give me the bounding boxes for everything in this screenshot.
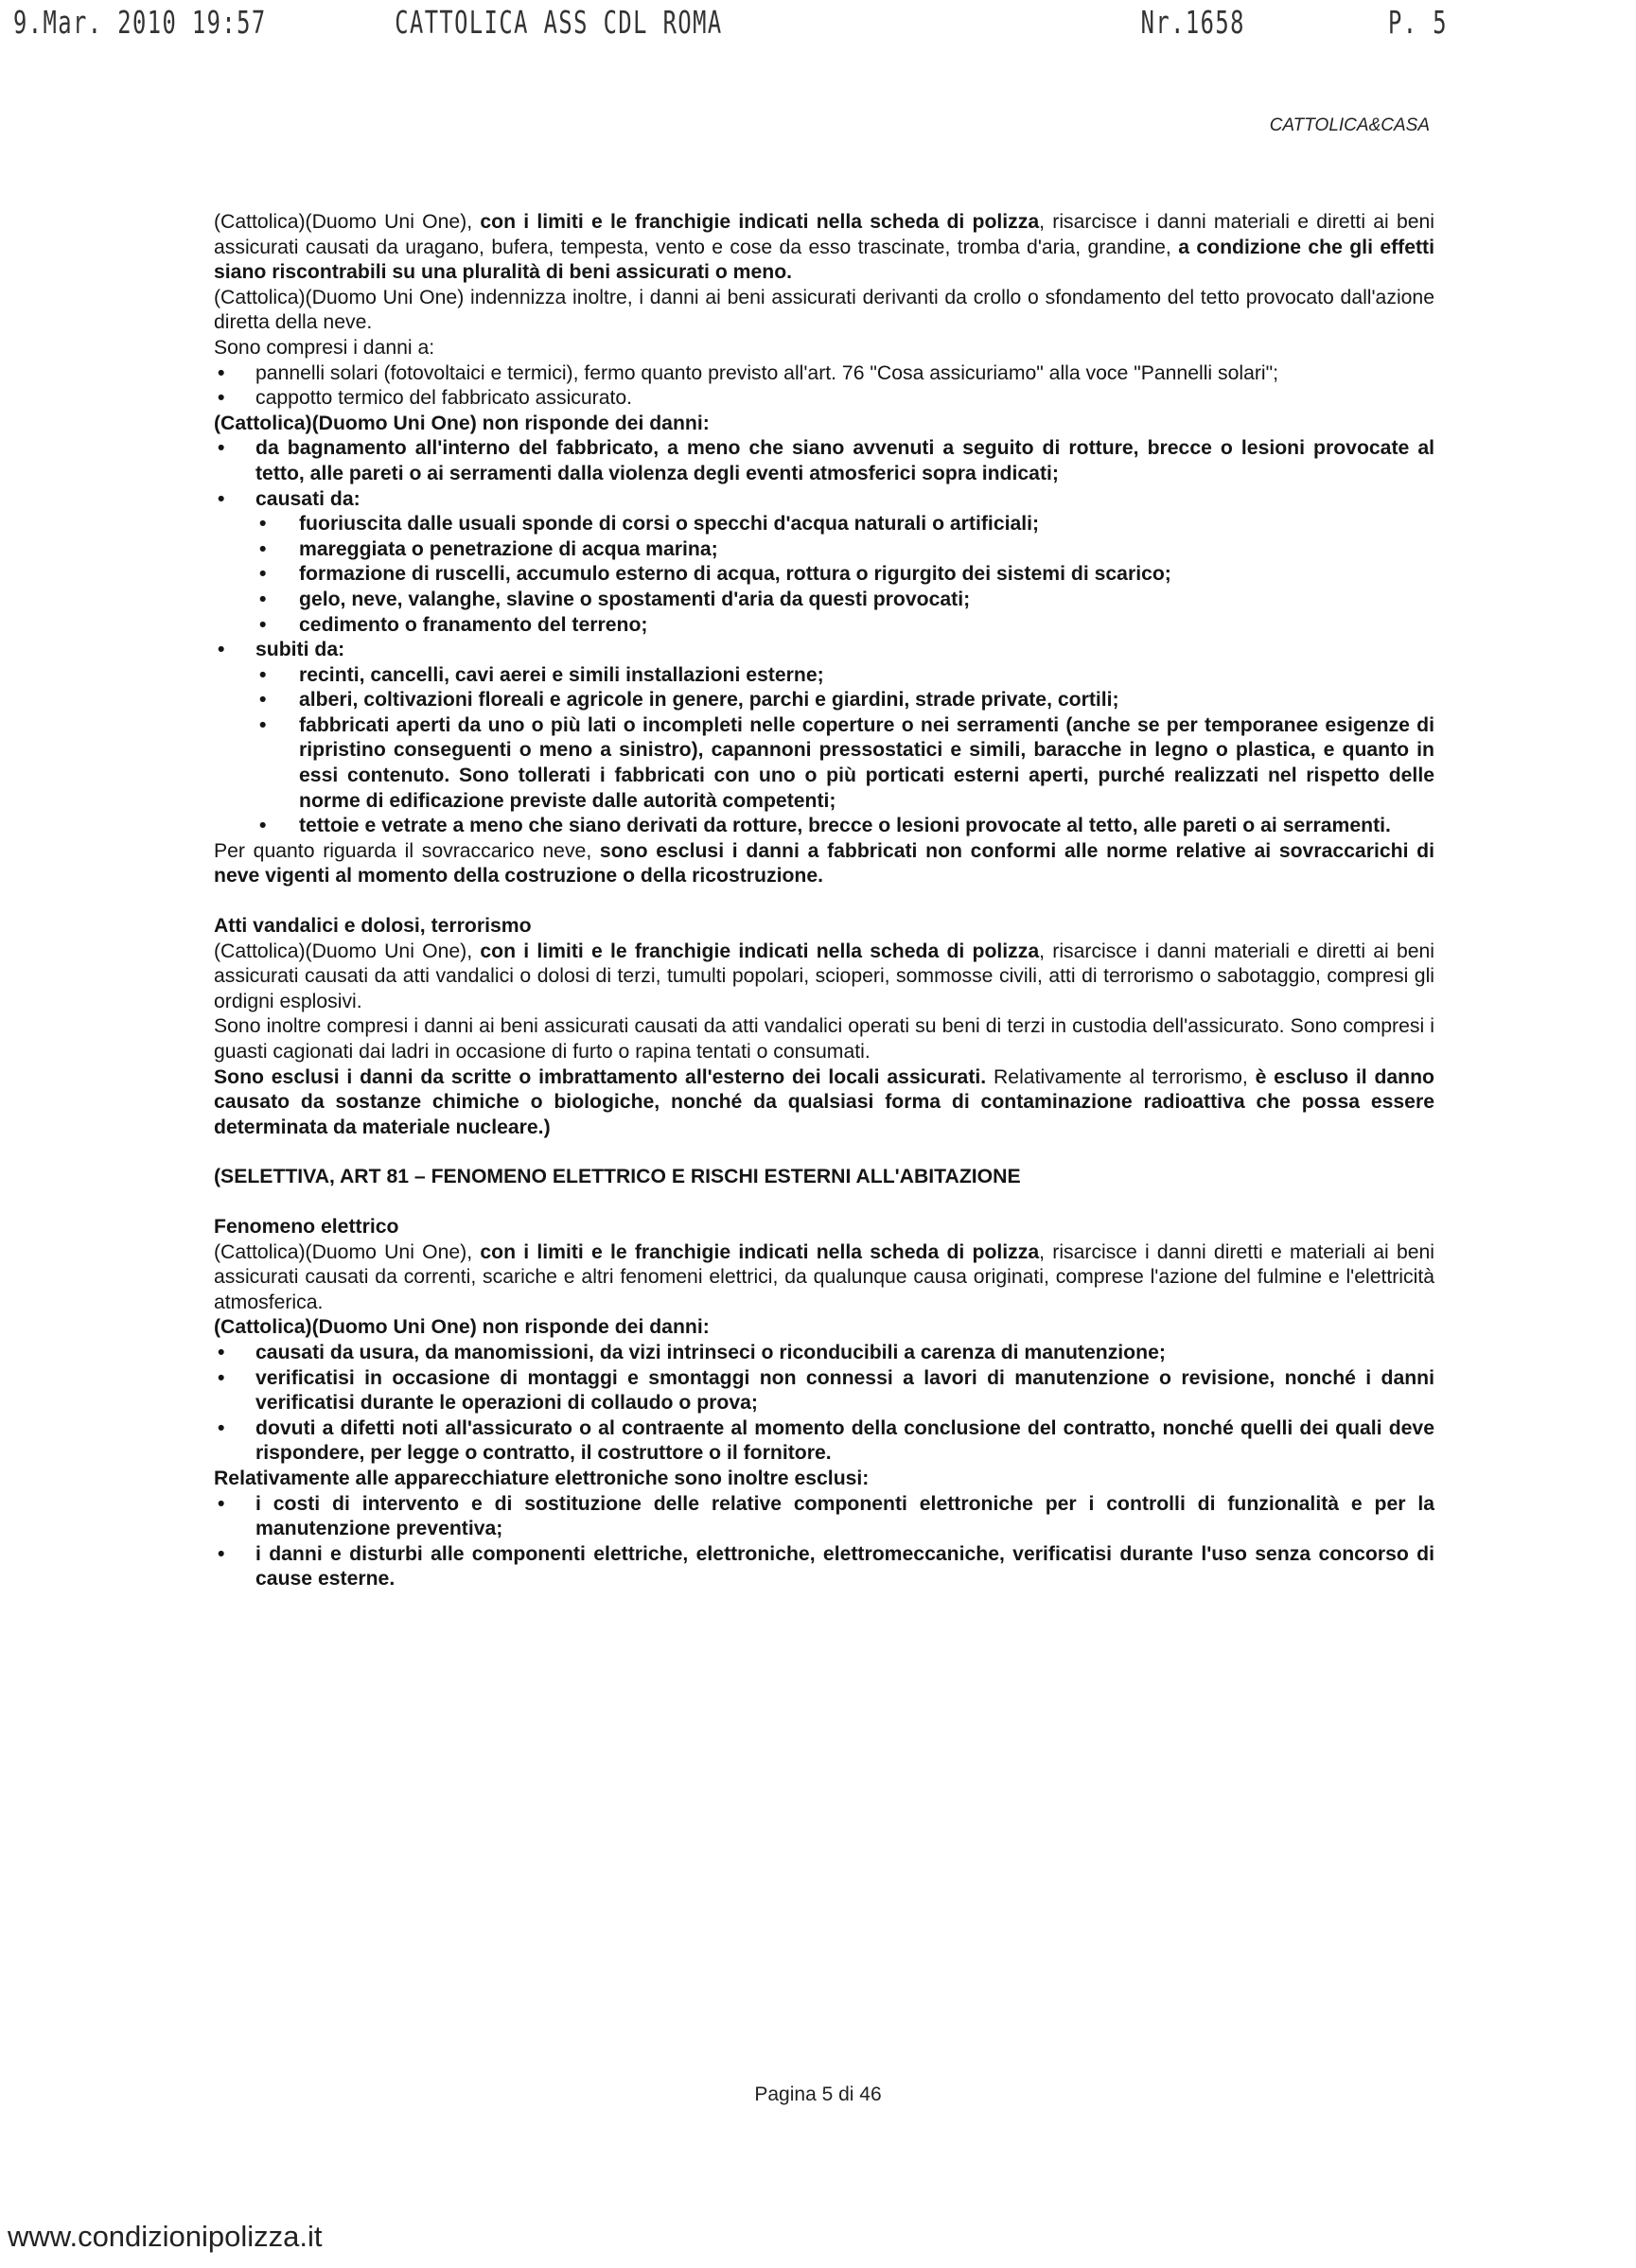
section-title: (SELETTIVA, ART 81 – FENOMENO ELETTRICO E RISCHI ESTERNI ALL'ABITAZIONE — [214, 1166, 1021, 1188]
text-bold: con i limiti e le franchigie indicati nella scheda di polizza — [480, 211, 1040, 233]
electric-exclusions-intro: (Cattolica)(Duomo Uni One) non risponde dei danni: — [214, 1316, 710, 1339]
text: (Cattolica)(Duomo Uni One), — [214, 940, 481, 962]
paragraph-vandalism — [214, 940, 1434, 1015]
text: , risarcisce i danni materiali e diretti ai beni assicurati causati da atti vandalici o dolosi di terzi, tumulti popolari, scioperi, sommosse civili, atti di terrorismo o sabotaggio, compresi gli ordigni esplosivi. — [214, 940, 1435, 1012]
website-url: www.condizionipolizza.it — [8, 2220, 323, 2253]
list-item: • i costi di intervento e di sostituzione delle relative componenti elettroniche per i controlli di funzionalità e per la manutenzione preventiva; — [214, 1492, 1434, 1542]
fax-number: Nr.1658 — [1140, 4, 1245, 41]
electronics-list — [214, 1492, 1434, 1592]
paragraph-vandalism-exclusions — [214, 1065, 1434, 1141]
list-item: • subiti da: — [214, 638, 1434, 663]
list-item: • formazione di ruscelli, accumulo esterno di acqua, rottura o rigurgito dei sistemi di scarico; — [252, 562, 1434, 588]
fax-header — [13, 4, 1448, 45]
list-item: • tettoie e vetrate a meno che siano derivati da rotture, brecce o lesioni provocate al tetto, alle pareti o ai serramenti. — [252, 814, 1434, 839]
spacer — [214, 1190, 1434, 1215]
suffered-by-list — [252, 663, 1434, 839]
electric-exclusions-list — [214, 1341, 1434, 1467]
fax-sender: CATTOLICA ASS CDL ROMA — [395, 4, 723, 41]
list-item: • cappotto termico del fabbricato assicurato. — [214, 386, 1434, 412]
list-item: • causati da usura, da manomissioni, da vizi intrinseci o riconducibili a carenza di manutenzione; — [214, 1341, 1434, 1366]
list-item: • gelo, neve, valanghe, slavine o spostamenti d'aria da questi provocati; — [252, 588, 1434, 613]
spacer — [214, 1140, 1434, 1165]
list-item: • fuoriuscita dalle usuali sponde di corsi o specchi d'acqua naturali o artificiali; — [252, 512, 1434, 537]
text-bold: con i limiti e le franchigie indicati nella scheda di polizza — [480, 1240, 1040, 1263]
paragraph-atmospheric — [214, 210, 1434, 286]
spacer — [214, 889, 1434, 914]
fax-page: P. 5 — [1387, 4, 1448, 41]
exclusions-list — [214, 436, 1434, 512]
list-item: • mareggiata o penetrazione di acqua marina; — [252, 537, 1434, 563]
list-item — [214, 487, 1434, 513]
heading-vandalism: Atti vandalici e dolosi, terrorismo — [214, 915, 532, 938]
text: , risarcisce i danni diretti e materiali ai beni assicurati causati da correnti, scariche e altri fenomeni elettrici, da qualunque causa originati, comprese l'azione del fulmine e l'elettricità atmosferica. — [214, 1240, 1435, 1313]
paragraph-snow-overload — [214, 839, 1434, 889]
list-item: • alberi, coltivazioni floreali e agricole in genere, parchi e giardini, strade private, cortili; — [252, 688, 1434, 713]
electronics-intro: Relativamente alle apparecchiature elettroniche sono inoltre esclusi: — [214, 1467, 870, 1489]
heading-electric: Fenomeno elettrico — [214, 1215, 399, 1238]
exclusions-list-2 — [214, 638, 1434, 663]
text: , risarcisce i danni materiali e diretti ai beni assicurati causati da uragano, bufera, tempesta, vento e cose da esso trascinate, tromba d'aria, grandine, — [214, 211, 1435, 258]
text-bold: è escluso il danno causato da sostanze chimiche o biologiche, nonché da qualsiasi forma di contaminazione radioattiva che possa essere determinata da materiale nucleare.) — [214, 1065, 1435, 1138]
text: Relativamente al terrorismo, — [986, 1065, 1256, 1088]
list-item: • verificatisi in occasione di montaggi e smontaggi non connessi a lavori di manutenzione o revisione, nonché i danni verificatisi durante le operazioni di collaudo o prova; — [214, 1366, 1434, 1416]
text: causati da: — [255, 487, 361, 510]
paragraph-included-intro: Sono compresi i danni a: — [214, 336, 435, 359]
document-body — [214, 210, 1434, 1592]
page-number: Pagina 5 di 46 — [754, 2083, 882, 2105]
text: Per quanto riguarda il sovraccarico neve, — [214, 839, 600, 862]
list-item: • da bagnamento all'interno del fabbricato, a meno che siano avvenuti a seguito di rotture, brecce o lesioni provocate al tetto, alle pareti o ai serramenti dalla violenza degli eventi atmosferici sopra indicati; — [214, 436, 1434, 486]
list-item: • dovuti a difetti noti all'assicurato o al contraente al momento della conclusione del contratto, nonché quelli dei quali deve rispondere, per legge o contratto, il costruttore o il fornitore. — [214, 1416, 1434, 1467]
caused-by-list — [252, 512, 1434, 638]
text: (Cattolica)(Duomo Uni One), — [214, 1240, 481, 1263]
exclusions-intro: (Cattolica)(Duomo Uni One) non risponde dei danni: — [214, 412, 710, 434]
paragraph-vandalism-custody: Sono inoltre compresi i danni ai beni assicurati causati da atti vandalici operati su beni di terzi in custodia dell'assicurato. Sono compresi i guasti cagionati dai ladri in occasione di furto o rapina tentati o consumati. — [214, 1015, 1434, 1063]
paragraph-snow-roof: (Cattolica)(Duomo Uni One) indennizza inoltre, i danni ai beni assicurati derivanti da crollo o sfondamento del tetto provocato dall'azione diretta della neve. — [214, 286, 1434, 334]
text-bold: Sono esclusi i danni da scritte o imbrattamento all'esterno dei locali assicurati. — [214, 1065, 987, 1088]
list-item: • pannelli solari (fotovoltaici e termici), fermo quanto previsto all'art. 76 "Cosa assicuriamo" alla voce "Pannelli solari"; — [214, 361, 1434, 387]
list-item: • cedimento o franamento del terreno; — [252, 613, 1434, 639]
list-item: • i danni e disturbi alle componenti elettriche, elettroniche, elettromeccaniche, verificatisi durante l'uso senza concorso di cause esterne. — [214, 1542, 1434, 1592]
text: (Cattolica)(Duomo Uni One), — [214, 211, 481, 233]
list-item: • fabbricati aperti da uno o più lati o incompleti nelle coperture o nei serramenti (anche se per temporanee esigenze di ripristino conseguenti o meno a sinistro), capannoni pressostatici e simili, baracche in legno o plastica, e quanto in essi contenuto. Sono tollerati i fabbricati con uno o più porticati esterni aperti, purché realizzati nel rispetto delle norme di edificazione previste dalle autorità competenti; — [252, 713, 1434, 814]
text-bold: con i limiti e le franchigie indicati nella scheda di polizza — [480, 940, 1040, 962]
paragraph-electric — [214, 1240, 1434, 1316]
list-item: • recinti, cancelli, cavi aerei e simili installazioni esterne; — [252, 663, 1434, 689]
brand-label: CATTOLICA&CASA — [1269, 115, 1430, 135]
text-bold: sono esclusi i danni a fabbricati non conformi alle norme relative ai sovraccarichi di neve vigenti al momento della costruzione o della ricostruzione. — [214, 839, 1434, 888]
fax-date: 9.Mar. 2010 19:57 — [13, 4, 267, 41]
text-bold: a condizione che gli effetti siano riscontrabili su una pluralità di beni assicurati o meno. — [214, 236, 1435, 284]
included-list — [214, 361, 1434, 412]
